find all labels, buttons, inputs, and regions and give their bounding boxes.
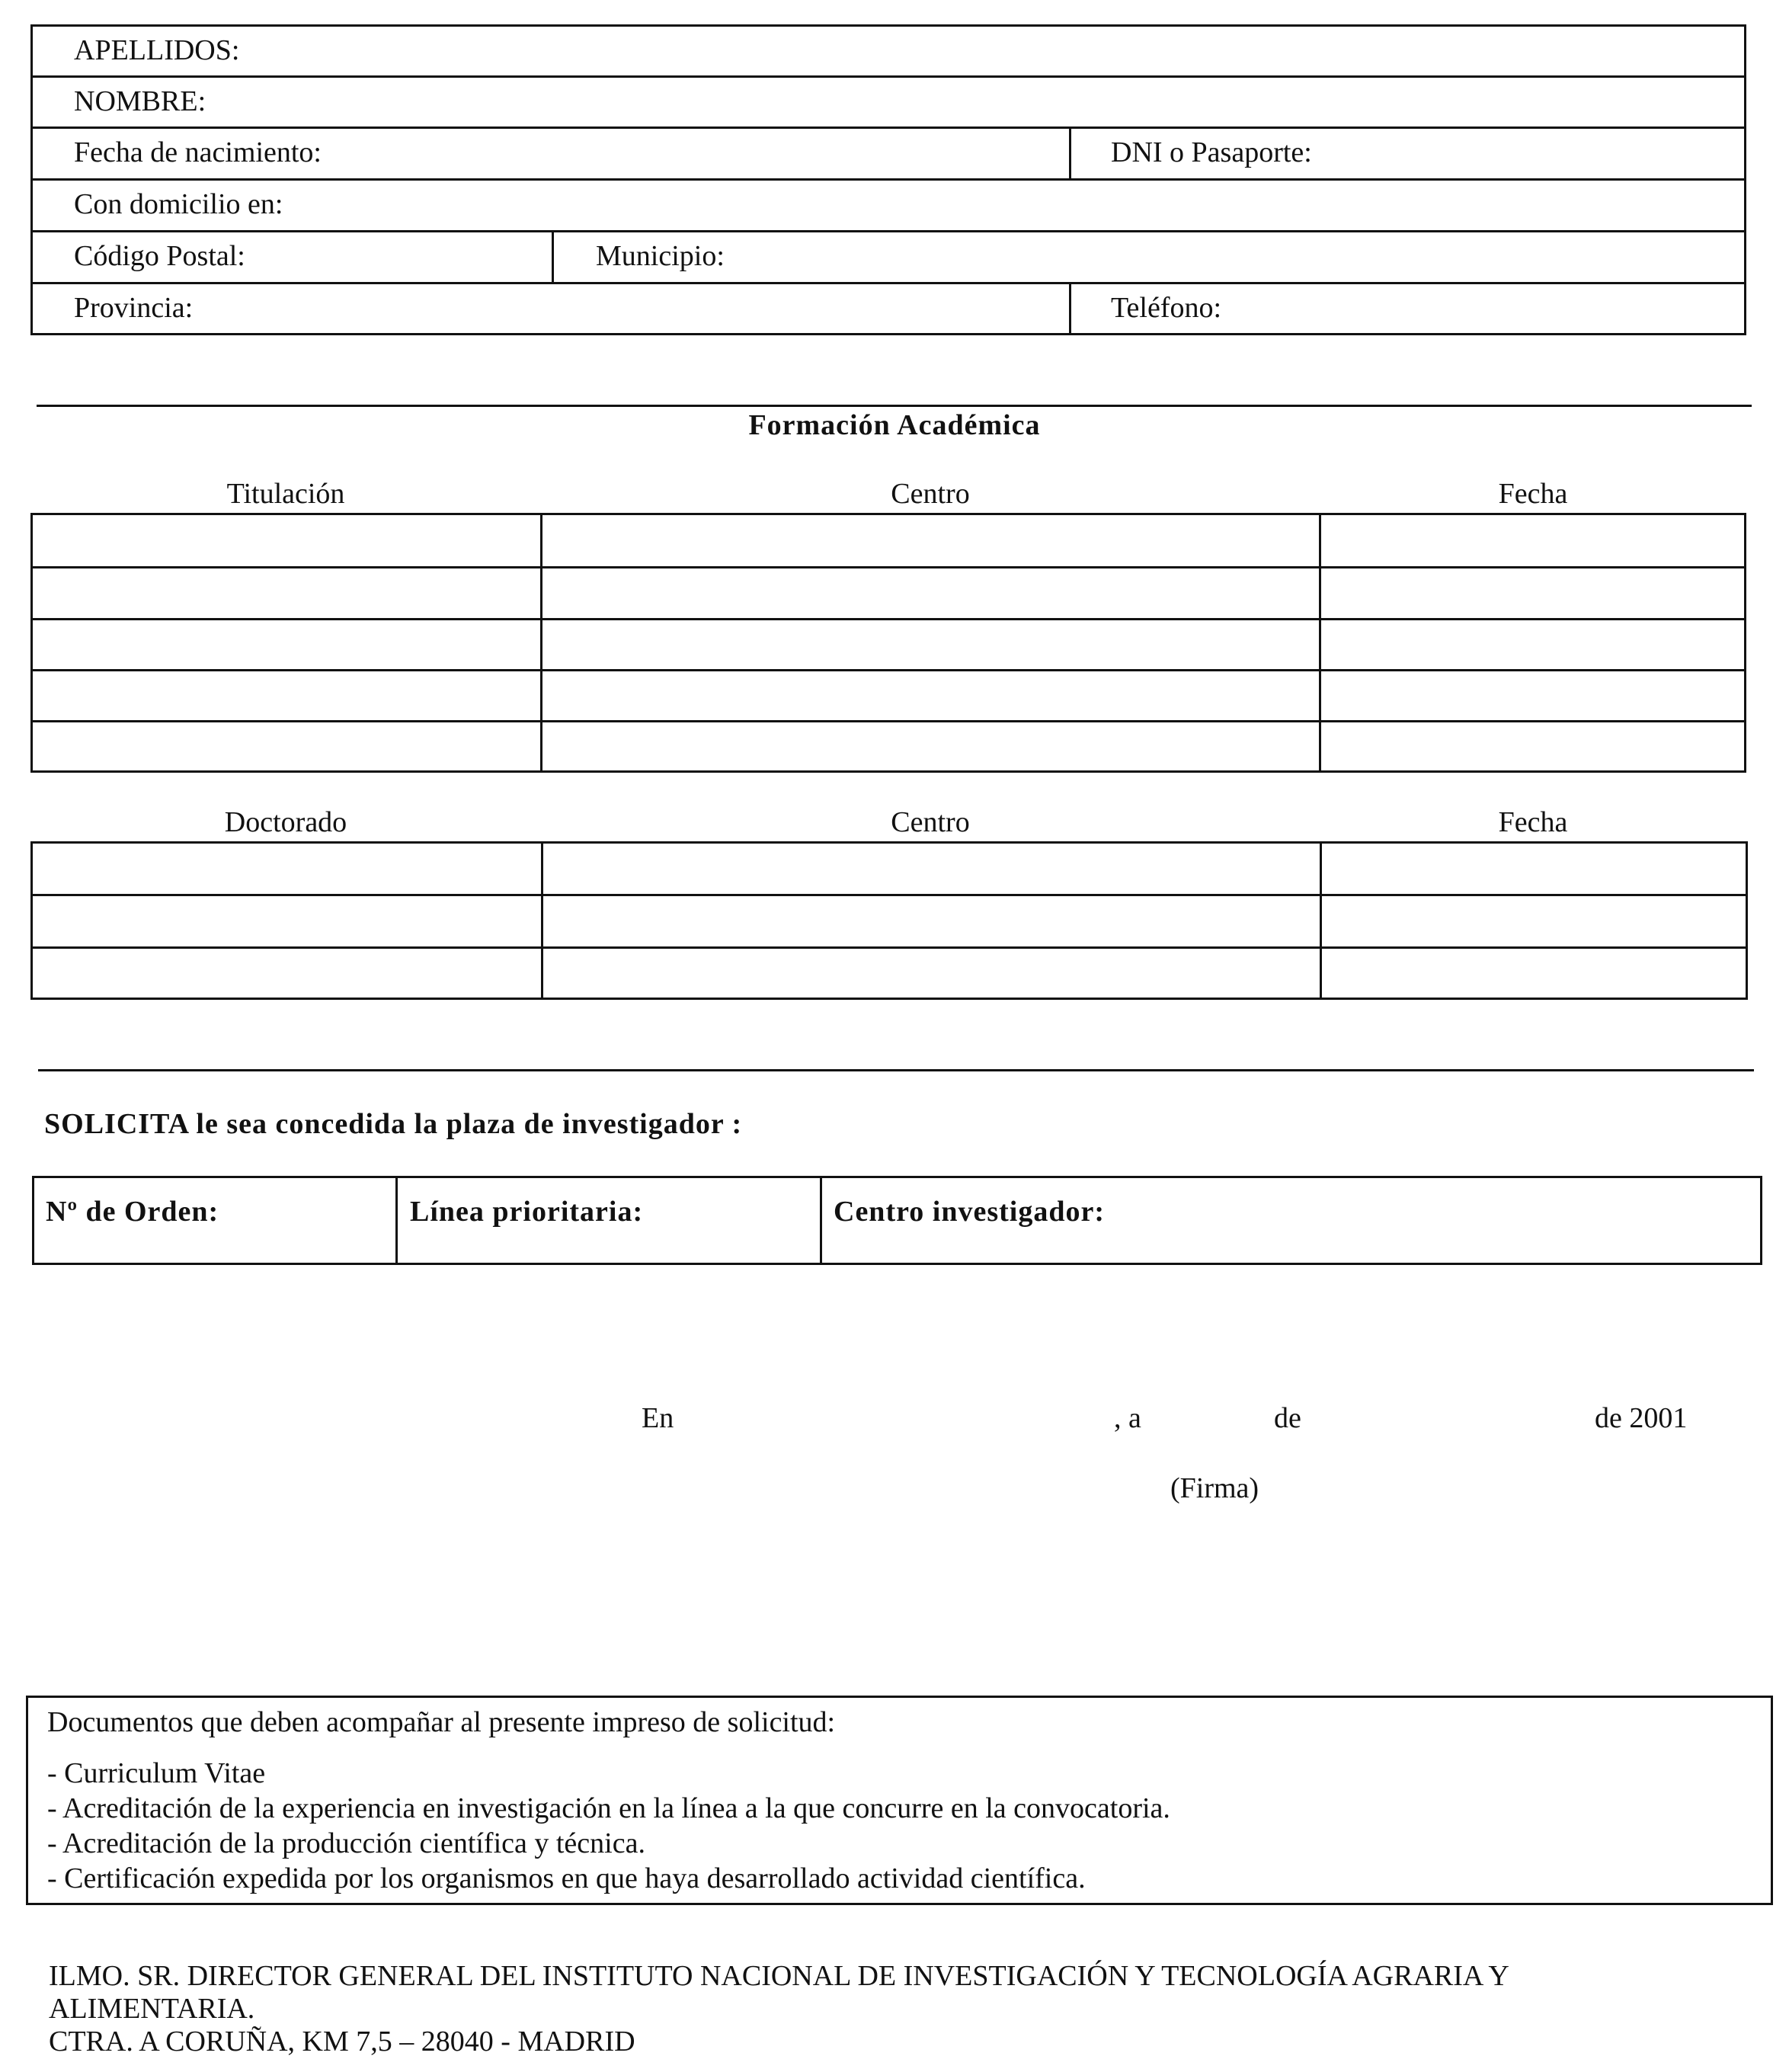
row-divider: [30, 178, 1746, 181]
row-divider: [30, 282, 1746, 284]
plaza-col-divider: [820, 1176, 822, 1265]
table-col-divider: [541, 841, 543, 1000]
row-divider: [30, 126, 1746, 129]
orden-field[interactable]: Nº de Orden:: [46, 1196, 219, 1228]
codigo-postal-label: Código Postal:: [74, 240, 245, 272]
titulacion-centro-header: Centro: [891, 478, 970, 510]
codigo-postal-field[interactable]: [74, 239, 245, 273]
fecha-nacimiento-label: Fecha de nacimiento:: [74, 136, 322, 168]
solicita-text: SOLICITA le sea concedida la plaza de investigador :: [44, 1108, 743, 1140]
fecha-nacimiento-field[interactable]: [74, 136, 322, 169]
titulacion-header: Titulación: [226, 478, 345, 510]
nombre-label: NOMBRE:: [74, 85, 206, 117]
municipio-label: Municipio:: [596, 240, 725, 272]
list-item: - Acreditación de la experiencia en investigación en la línea a la que concurre en la convocatoria.: [47, 1792, 1170, 1824]
table-col-divider: [540, 513, 542, 773]
lugar-en-label: En: [642, 1402, 674, 1434]
titulacion-table: [30, 513, 1746, 773]
telefono-label: Teléfono:: [1111, 292, 1222, 324]
doctorado-header: Doctorado: [224, 806, 347, 838]
dni-field[interactable]: [1111, 136, 1312, 169]
documentos-list: [47, 1756, 1170, 1896]
provincia-label: Provincia:: [74, 292, 194, 324]
municipio-field[interactable]: [596, 239, 725, 273]
table-col-divider: [1319, 513, 1321, 773]
list-item: - Acreditación de la producción científica y técnica.: [47, 1827, 645, 1859]
domicilio-field[interactable]: [74, 187, 283, 221]
doctorado-fecha-header: Fecha: [1498, 806, 1568, 838]
nombre-field[interactable]: [74, 85, 206, 118]
row-divider: [30, 230, 1746, 232]
destinatario-line: ILMO. SR. DIRECTOR GENERAL DEL INSTITUTO NACIONAL DE INVESTIGACIÓN Y TECNOLOGÍA AGRARIA Y: [49, 1960, 1509, 1992]
table-row-divider: [30, 566, 1746, 568]
formacion-title: Formación Académica: [748, 409, 1041, 441]
table-col-divider: [1320, 841, 1322, 1000]
apellidos-label: APELLIDOS:: [74, 34, 240, 66]
domicilio-label: Con domicilio en:: [74, 188, 283, 220]
doctorado-table: [30, 841, 1748, 1000]
col-divider: [1069, 282, 1071, 335]
linea-field[interactable]: Línea prioritaria:: [410, 1196, 644, 1228]
table-row-divider: [30, 894, 1748, 896]
fecha-de-label: de: [1274, 1402, 1301, 1434]
section-separator: [37, 405, 1752, 407]
destinatario-block: [49, 1960, 1509, 2058]
provincia-field[interactable]: [74, 291, 193, 325]
centro-field[interactable]: Centro investigador:: [834, 1196, 1105, 1228]
dni-label: DNI o Pasaporte:: [1111, 136, 1312, 168]
table-row-divider: [30, 720, 1746, 722]
section-separator: [38, 1069, 1754, 1071]
list-item: - Curriculum Vitae: [47, 1757, 266, 1789]
plaza-col-divider: [395, 1176, 398, 1265]
destinatario-address: CTRA. A CORUÑA, KM 7,5 – 28040 - MADRID: [49, 2026, 635, 2058]
fecha-a-label: , a: [1114, 1402, 1141, 1434]
table-row-divider: [30, 669, 1746, 671]
table-row-divider: [30, 946, 1748, 949]
col-divider: [1069, 126, 1071, 180]
telefono-field[interactable]: [1111, 291, 1221, 325]
titulacion-fecha-header: Fecha: [1498, 478, 1568, 510]
apellidos-field[interactable]: [74, 34, 239, 67]
col-divider: [552, 230, 554, 283]
doctorado-centro-header: Centro: [891, 806, 970, 838]
list-item: - Certificación expedida por los organismos en que haya desarrollado actividad científica.: [47, 1862, 1086, 1894]
row-divider: [30, 75, 1746, 78]
destinatario-line: ALIMENTARIA.: [49, 1993, 255, 2025]
fecha-year-label: de 2001: [1595, 1402, 1688, 1434]
firma-label: (Firma): [1170, 1472, 1259, 1504]
table-row-divider: [30, 618, 1746, 620]
documentos-title: Documentos que deben acompañar al presente impreso de solicitud:: [47, 1706, 836, 1738]
